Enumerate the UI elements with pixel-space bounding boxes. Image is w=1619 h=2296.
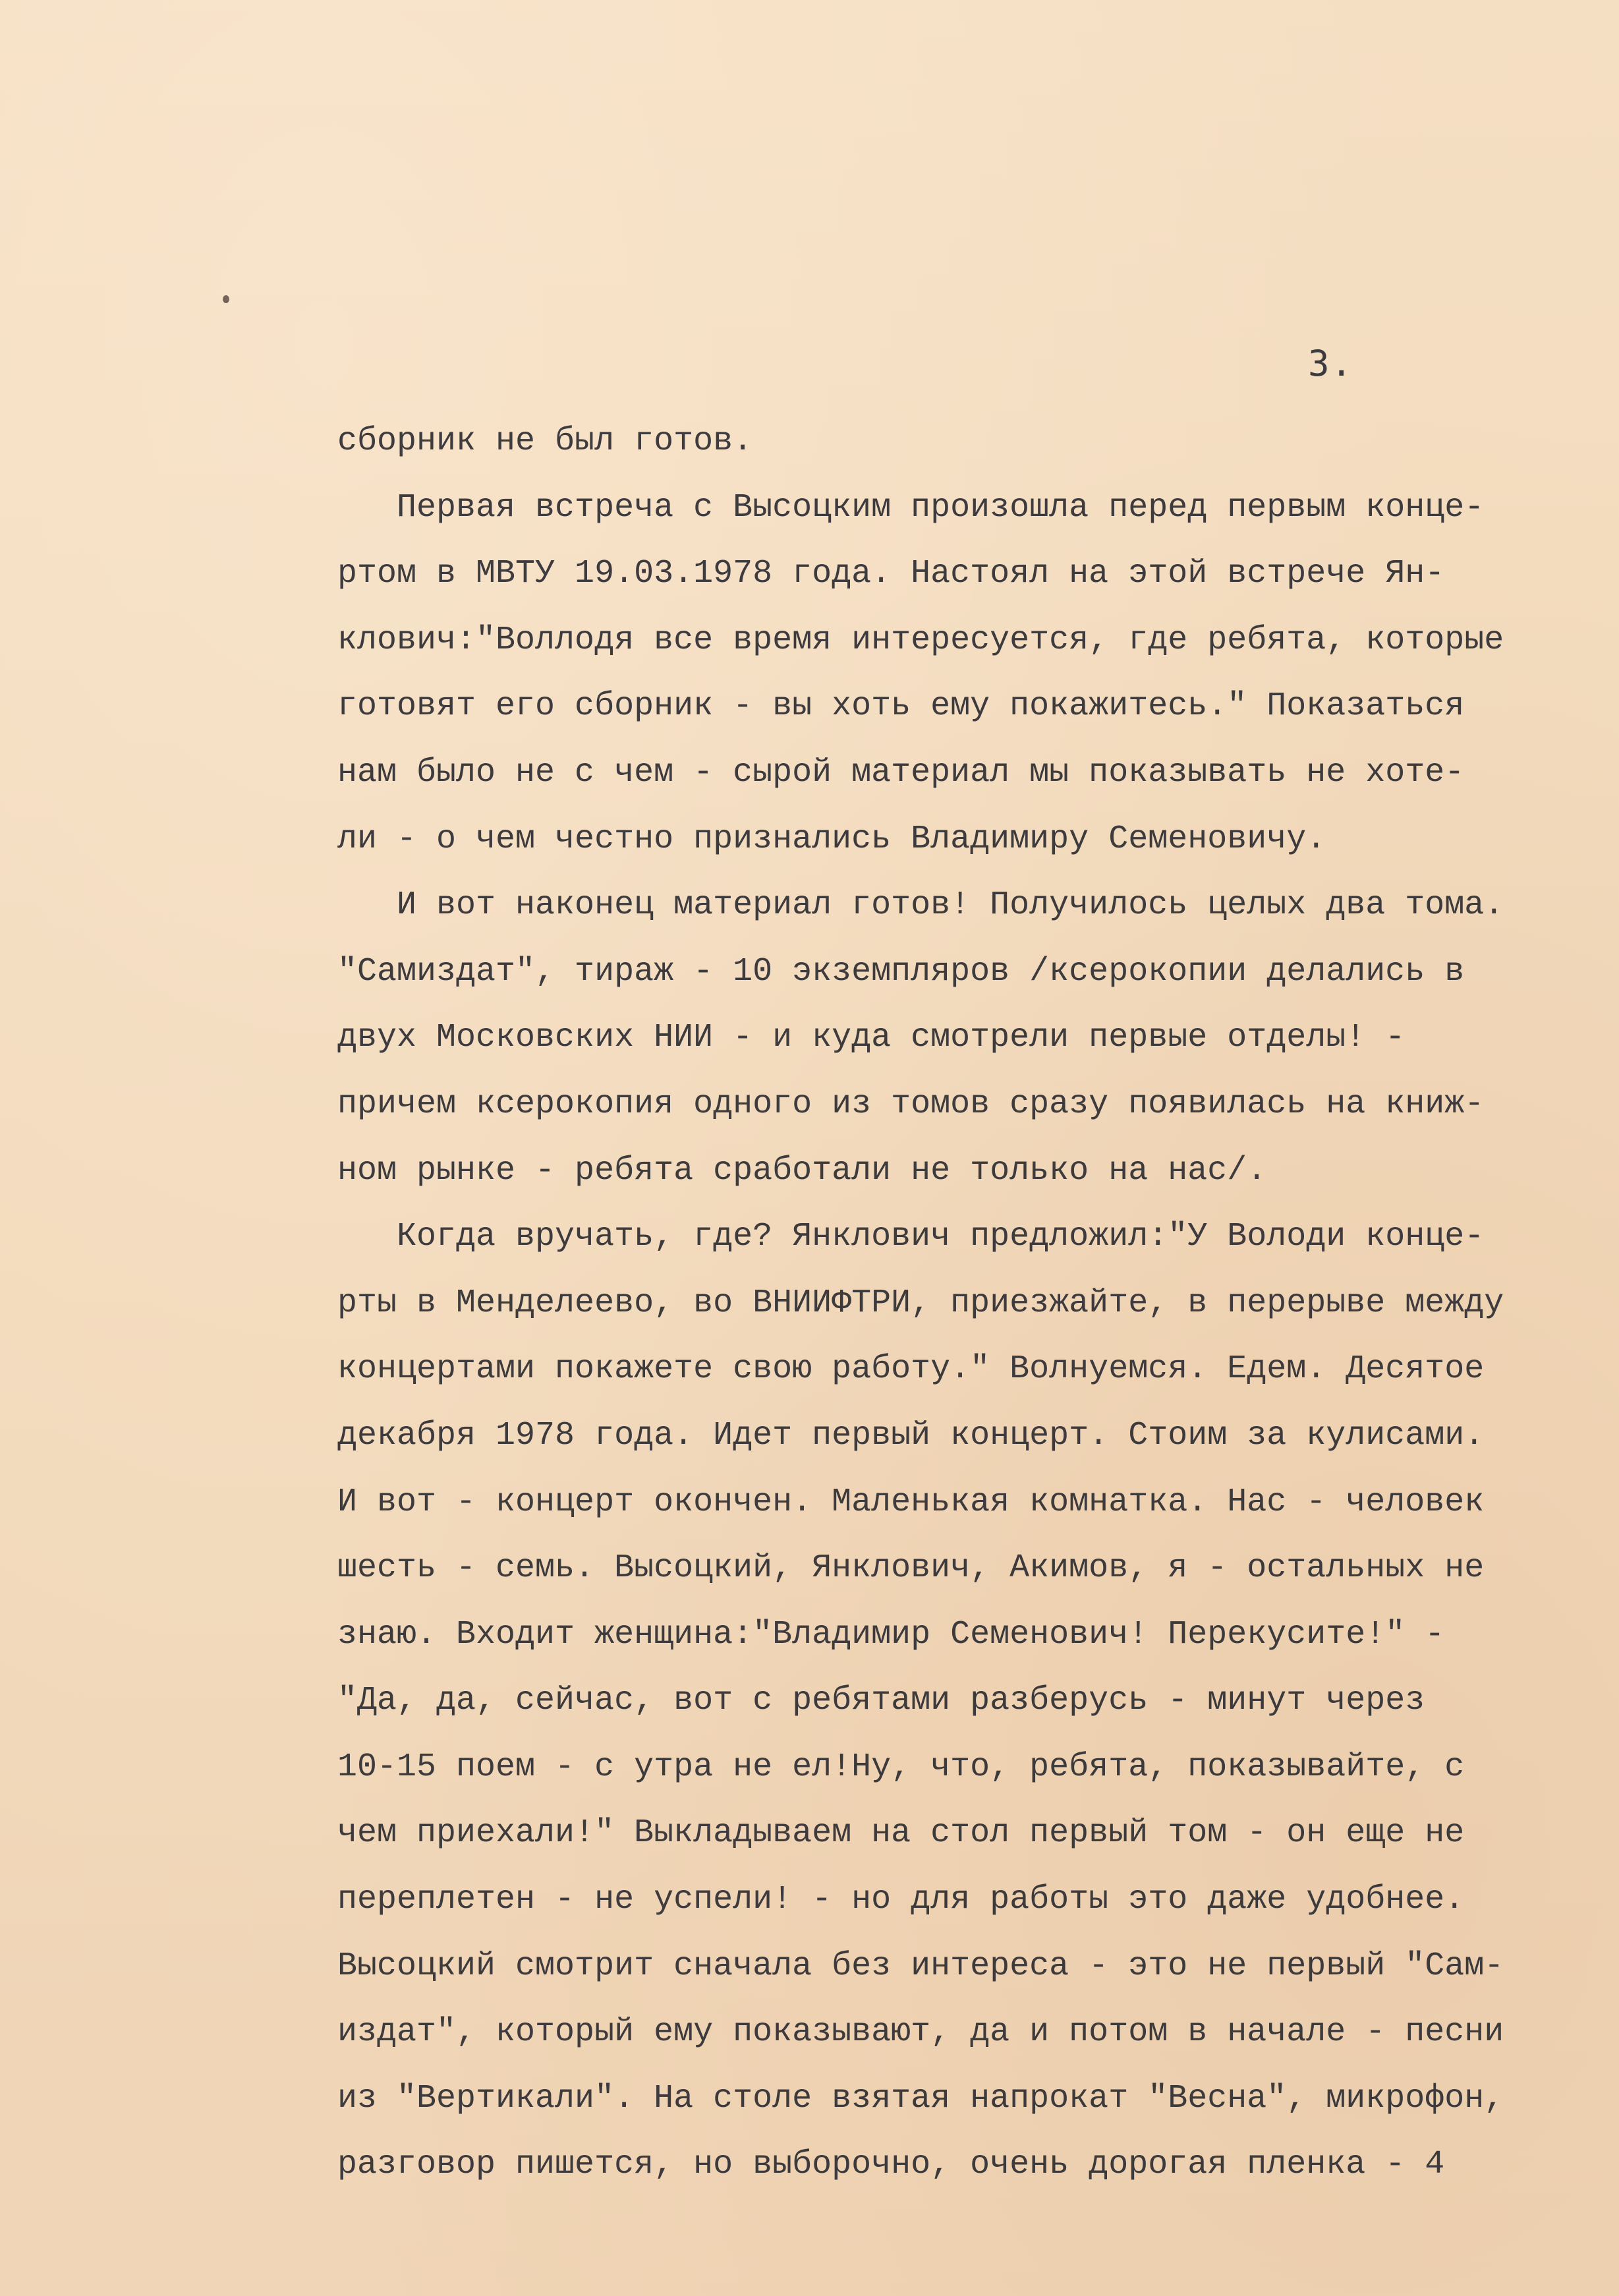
text-line: И вот - концерт окончен. Маленькая комнатка. Нас - человек <box>337 1483 1485 1521</box>
text-line: разговор пишется, но выборочно, очень дорогая пленка - 4 <box>337 2146 1445 2184</box>
text-line: причем ксерокопия одного из томов сразу появилась на книж- <box>337 1085 1485 1123</box>
text-line: чем приехали!" Выкладываем на стол первый том - он еще не <box>337 1814 1465 1852</box>
page-number: 3. <box>1308 343 1354 384</box>
text-line: ли - о чем честно признались Владимиру Семеновичу. <box>337 820 1326 858</box>
text-line: Первая встреча с Высоцким произошла перед первым конце- <box>337 488 1485 527</box>
text-line: нам было не с чем - сырой материал мы показывать не хоте- <box>337 753 1465 791</box>
text-line: переплетен - не успели! - но для работы это даже удобнее. <box>337 1881 1465 1919</box>
text-line: "Самиздат", тираж - 10 экземпляров /ксерокопии делались в <box>337 952 1465 990</box>
typewritten-body <box>337 409 1570 2198</box>
text-line: шесть - семь. Высоцкий, Янклович, Акимов, я - остальных не <box>337 1549 1485 1588</box>
text-line: сборник не был готов. <box>337 422 753 460</box>
text-line: рты в Менделеево, во ВНИИФТРИ, приезжайте, в перерыве между <box>337 1284 1504 1322</box>
text-line: "Да, да, сейчас, вот с ребятами разберусь - минут через <box>337 1682 1425 1720</box>
text-line: Когда вручать, где? Янклович предложил:"У Володи конце- <box>337 1218 1485 1256</box>
text-line: двух Московских НИИ - и куда смотрели первые отделы! - <box>337 1019 1406 1057</box>
text-line: знаю. Входит женщина:"Владимир Семенович! Перекусите!" - <box>337 1615 1445 1653</box>
punch-mark <box>223 295 229 303</box>
text-line: издат", который ему показывают, да и потом в начале - песни <box>337 2013 1504 2052</box>
text-line: ртом в МВТУ 19.03.1978 года. Настоял на этой встрече Ян- <box>337 555 1445 593</box>
text-line: ном рынке - ребята сработали не только на нас/. <box>337 1151 1267 1190</box>
text-line: Высоцкий смотрит сначала без интереса - это не первый "Сам- <box>337 1947 1504 1985</box>
text-line: клович:"Воллодя все время интересуется, где ребята, которые <box>337 621 1504 659</box>
text-line: декабря 1978 года. Идет первый концерт. Стоим за кулисами. <box>337 1416 1485 1454</box>
text-line: И вот наконец материал готов! Получилось целых два тома. <box>337 886 1504 925</box>
text-line: готовят его сборник - вы хоть ему покажитесь." Показаться <box>337 687 1465 726</box>
text-line: концертами покажете свою работу." Волнуемся. Едем. Десятое <box>337 1350 1485 1389</box>
text-line: из "Вертикали". На столе взятая напрокат "Весна", микрофон, <box>337 2079 1504 2117</box>
text-line: 10-15 поем - с утра не ел!Ну, что, ребята, показывайте, с <box>337 1748 1465 1786</box>
